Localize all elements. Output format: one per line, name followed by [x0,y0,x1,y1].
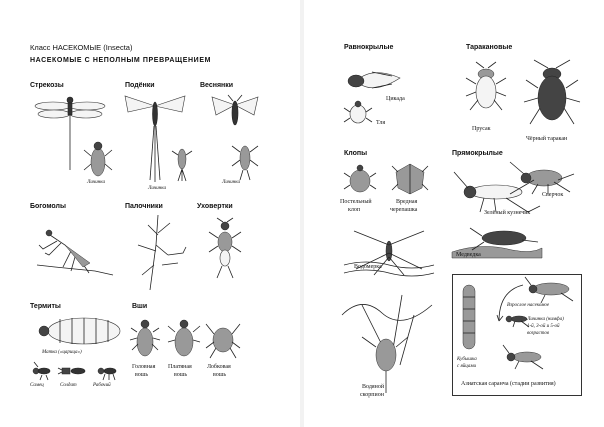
termite-soldier-illustration [60,362,86,380]
termite-queen-illustration [34,315,124,347]
stick-insect-illustration [128,215,188,290]
caption-locust-adult: Взрослое насекомое [507,303,550,308]
group-dragonflies: Стрекозы [30,82,64,89]
stonefly-larva-illustration [230,140,260,180]
left-page [0,0,300,427]
group-lice: Вши [132,303,148,310]
water-scorpion-illustration [342,285,432,395]
group-stoneflies: Веснянки [200,82,234,89]
caption-egg-pod-line1: Кубышка [457,357,477,362]
shieldbug-illustration [392,162,428,196]
subtitle: НАСЕКОМЫЕ С НЕПОЛНЫМ ПРЕВРАЩЕНИЕМ [30,57,212,64]
caption-locust-stages: Азиатская саранча (стадии развития) [461,381,556,387]
caption-termite-soldier: Солдат [60,383,77,388]
caption-water-scorpion-line2: скорпион [360,392,384,398]
mayfly-larva-illustration [170,145,194,181]
caption-pubic-louse-line2: вошь [213,372,227,378]
cicada-illustration [342,66,402,96]
caption-shieldbug-line1: Вредная [396,199,418,205]
black-cockroach-illustration [524,60,580,132]
head-louse-illustration [130,318,160,360]
caption-head-louse-line2: вошь [135,372,149,378]
group-homoptera: Равнокрылые [344,44,394,51]
water-strider-illustration [344,225,434,285]
bedbug-illustration [344,163,376,195]
group-orthoptera: Прямокрылые [452,150,503,157]
mantis-illustration [35,215,115,280]
caption-cicada: Цикада [386,96,405,102]
caption-larva-mayfly: Личинка [148,186,166,191]
class-title: Класс НАСЕКОМЫЕ (Insecta) [30,43,133,52]
caption-body-louse-line2: вошь [174,372,188,378]
caption-black-cockroach: Чёрный таракан [526,136,568,142]
caption-grasshopper: Зелёный кузнечик [484,210,531,216]
caption-water-strider: Водомерка [354,264,382,270]
caption-larva-stonefly: Личинка [222,180,240,185]
earwig-illustration [205,218,245,278]
grasshopper-illustration [454,170,544,215]
right-page [304,0,604,427]
caption-locust-nymph-line3: возрастов [527,331,549,336]
caption-pubic-louse-line1: Лобковая [207,364,231,370]
prusak-illustration [466,62,506,112]
caption-aphid: Тля [376,120,386,126]
caption-water-scorpion-line1: Водяной [362,384,385,390]
caption-termite-queen: Матка («царица») [42,350,82,355]
caption-mole-cricket: Медведка [456,252,481,258]
pubic-louse-illustration [206,320,240,360]
caption-prusak: Прусак [472,126,491,132]
caption-body-louse-line1: Платяная [168,364,192,370]
caption-larva-dragonfly: Личинка [87,180,105,185]
group-cockroaches: Таракановые [466,44,513,51]
caption-termite-male: Самец [30,383,44,388]
caption-head-louse-line1: Головная [132,364,156,370]
locust-development-panel [452,274,582,396]
caption-cricket: Сверчок [542,192,564,198]
caption-bedbug-line2: клоп [348,207,361,213]
caption-shieldbug-line2: черепашка [390,207,418,213]
dragonfly-larva-illustration [83,140,113,180]
termite-male-illustration [30,362,52,380]
group-mantises: Богомолы [30,203,66,210]
group-bugs: Клопы [344,150,368,157]
body-louse-illustration [168,318,200,360]
group-termites: Термиты [30,303,61,310]
locust-egg-pod-illustration [459,283,481,353]
caption-termite-worker: Рабочий [93,383,111,388]
group-mayflies: Подёнки [125,82,155,89]
aphid-illustration [344,100,372,126]
group-earwigs: Уховертки [197,203,233,210]
locust-nymph-large-illustration [501,345,545,369]
caption-bedbug-line1: Постельный [340,199,372,205]
termite-worker-illustration [95,362,119,380]
caption-locust-nymph-line1: Личинка (нимфа) [527,317,564,322]
group-stick-insects: Палочники [125,203,163,210]
caption-egg-pod-line2: с яйцами [457,364,477,369]
caption-locust-nymph-line2: 1-й, 3-ой и 5-ой [527,324,560,329]
stonefly-illustration [210,95,260,135]
